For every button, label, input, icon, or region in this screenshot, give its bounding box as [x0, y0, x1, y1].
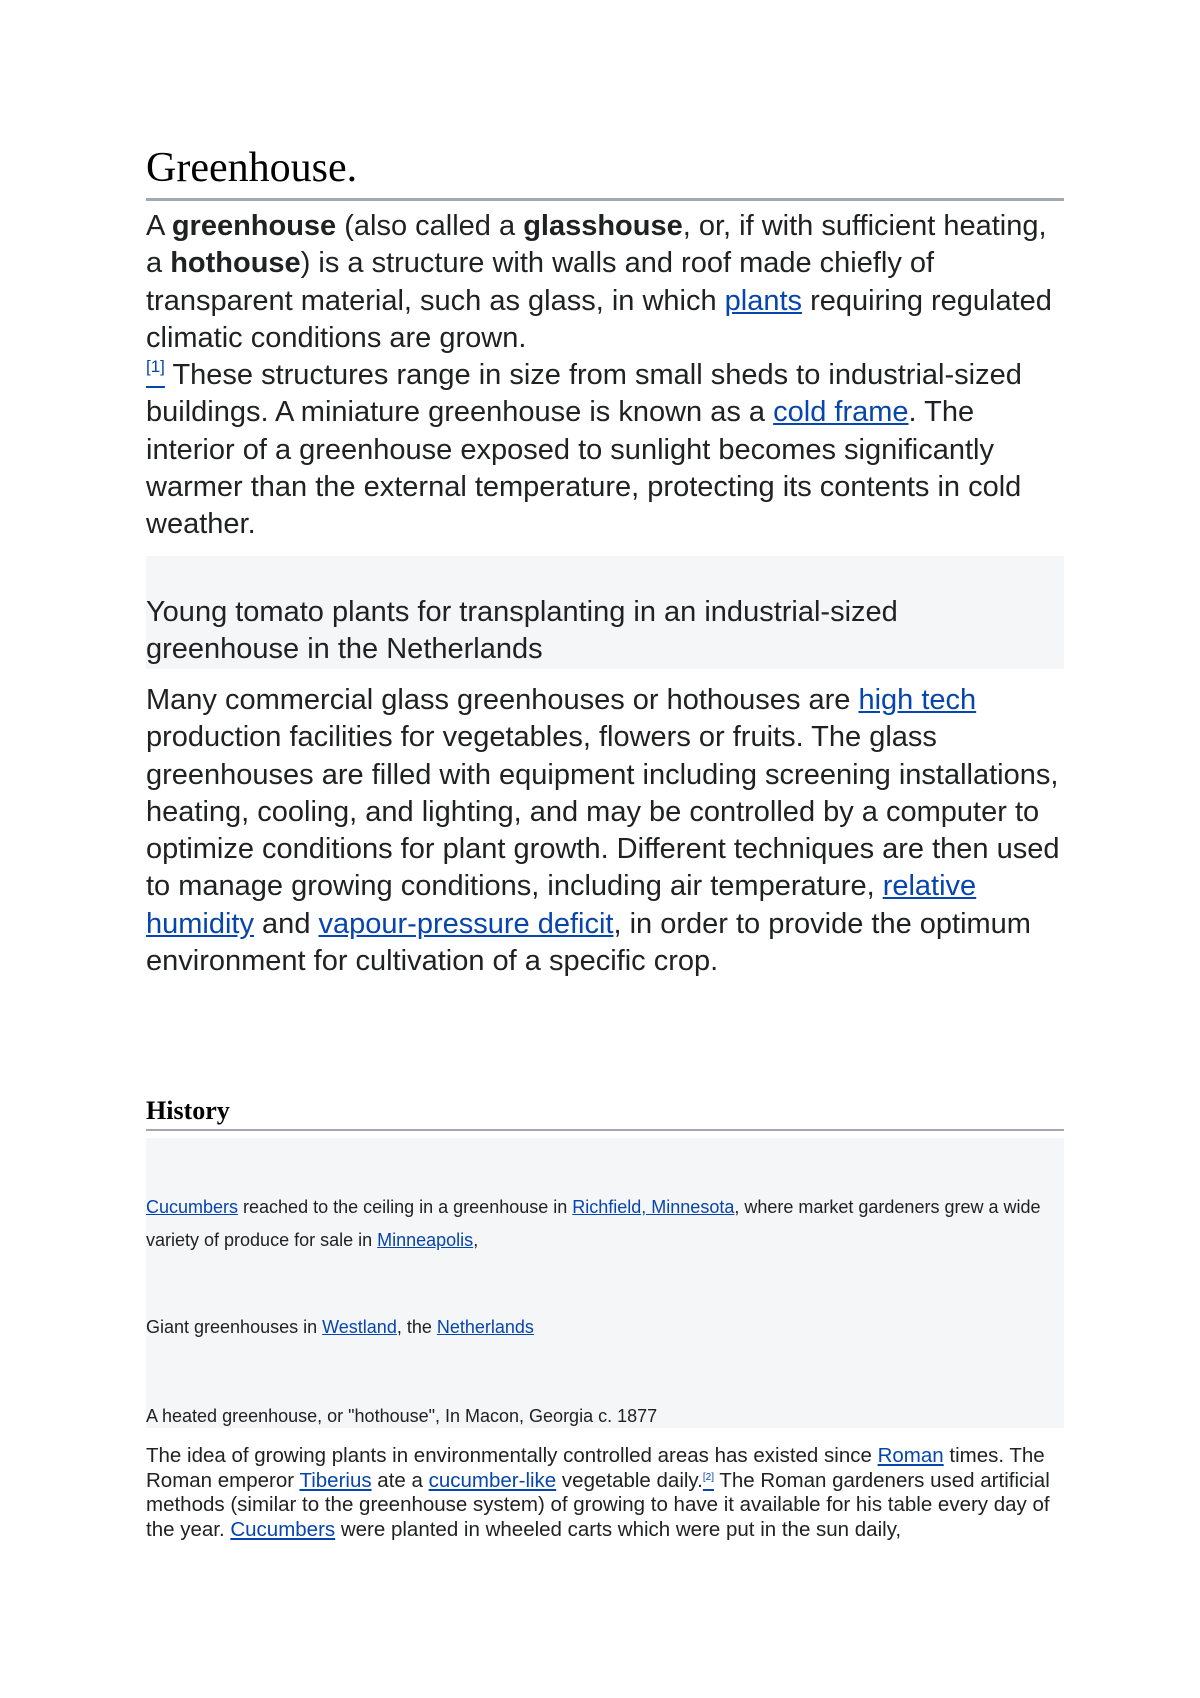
lead-text: requiring regulated climatic conditions are grown. — [146, 284, 1052, 354]
gallery-caption — [146, 1311, 1064, 1344]
citation-link-2[interactable] — [703, 1469, 714, 1492]
caption-text: , where market gardeners grew a wide variety of produce for sale in — [146, 1197, 1041, 1250]
commercial-paragraph — [146, 682, 1064, 980]
term-glasshouse: glasshouse — [523, 210, 683, 242]
page-title: Greenhouse. — [146, 142, 1064, 201]
lead-text: (also called a — [336, 210, 524, 242]
para-text: Many commercial glass greenhouses or hothouses are — [146, 684, 859, 716]
para-text: times. The Roman emperor — [146, 1444, 1045, 1492]
citation-ref-2: [2] — [702, 1471, 714, 1483]
link-netherlands[interactable]: Netherlands — [436, 1317, 534, 1337]
link-richfield-minnesota[interactable]: Richfield, Minnesota — [572, 1197, 735, 1217]
link-plants[interactable]: plants — [724, 284, 803, 317]
para-text: ate a — [371, 1468, 429, 1492]
term-greenhouse: greenhouse — [171, 210, 337, 242]
link-vapour-pressure-deficit[interactable]: vapour-pressure deficit — [318, 907, 614, 940]
history-paragraph — [146, 1444, 1064, 1542]
para-text: vegetable daily. — [556, 1468, 703, 1492]
lead-paragraph — [146, 208, 1064, 544]
para-text: , in order to provide the optimum environment for cultivation of a specific crop. — [146, 907, 1031, 978]
lead-text: These structures range in size from small sheds to industrial-sized buildings. A miniature greenhouse is known as a — [146, 359, 1022, 429]
citation-link-1[interactable] — [146, 359, 165, 391]
link-cucumber-like[interactable]: cucumber-like — [428, 1468, 557, 1492]
link-westland[interactable]: Westland — [322, 1317, 397, 1337]
caption-text: Giant greenhouses in — [146, 1317, 323, 1337]
gallery-caption: A heated greenhouse, or "hothouse", In Macon, Georgia c. 1877 — [146, 1406, 658, 1426]
link-relative-humidity[interactable]: relative humidity — [146, 870, 977, 940]
citation-ref-1: [1] — [146, 357, 165, 377]
term-hothouse: hothouse — [170, 247, 301, 280]
lead-text: A — [146, 210, 172, 242]
link-minneapolis[interactable]: Minneapolis — [377, 1230, 474, 1250]
lead-text: . The interior of a greenhouse exposed to sunlight becomes significantly warmer than the external temperature, protecting its contents in cold weather. — [146, 396, 1022, 541]
link-cucumbers-2[interactable]: Cucumbers — [230, 1517, 336, 1541]
caption-text: , the — [396, 1317, 437, 1337]
history-gallery — [146, 1138, 1064, 1428]
caption-text: , — [473, 1230, 479, 1250]
figure-caption: Young tomato plants for transplanting in an industrial-sized greenhouse in the Netherlands — [146, 596, 898, 665]
link-cucumbers[interactable]: Cucumbers — [146, 1197, 239, 1217]
link-roman[interactable]: Roman — [877, 1444, 944, 1467]
link-high-tech[interactable]: high tech — [858, 684, 977, 716]
figure-box — [146, 556, 1064, 669]
section-heading-history: History — [146, 1095, 1064, 1131]
gallery-caption — [146, 1191, 1064, 1257]
para-text: The idea of growing plants in environmentally controlled areas has existed since — [146, 1444, 878, 1467]
para-text: were planted in wheeled carts which were put in the sun daily, — [335, 1517, 902, 1541]
lead-text: , or, if with sufficient heating, a — [146, 210, 1047, 280]
para-text: and — [254, 907, 319, 940]
lead-text: ) is a structure with walls and roof made chiefly of transparent material, such as glass, in which — [146, 247, 935, 317]
para-text: The Roman gardeners used artificial methods (similar to the greenhouse system) of growing to have it available for his table every day of the year. — [146, 1468, 1050, 1541]
link-tiberius[interactable]: Tiberius — [299, 1468, 372, 1492]
para-text: production facilities for vegetables, flowers or fruits. The glass greenhouses are filled with equipment including screening installations, heating, cooling, and lighting, and may be controlled by a computer to optimize conditions for plant growth. Different techniques are then used to manage growing conditions, including air temperature, — [146, 721, 1060, 903]
caption-text: reached to the ceiling in a greenhouse in — [238, 1197, 573, 1217]
link-cold-frame[interactable]: cold frame — [773, 396, 909, 429]
